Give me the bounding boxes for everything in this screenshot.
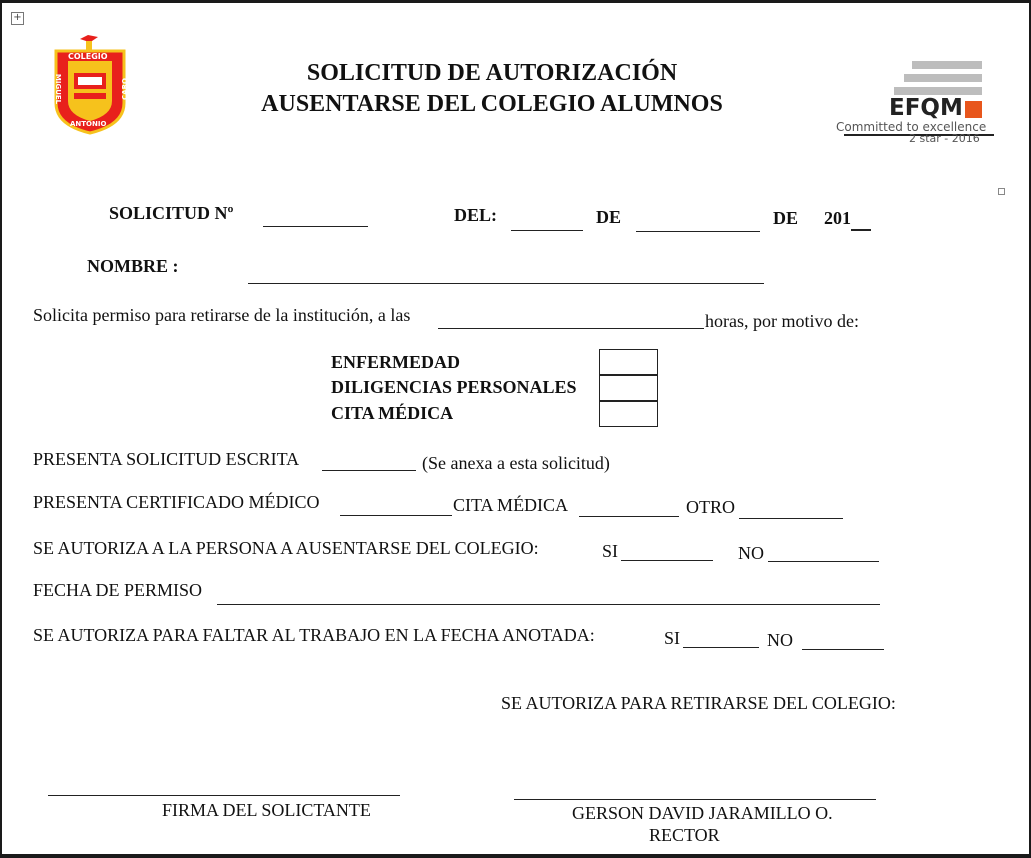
title-line-1: SOLICITUD DE AUTORIZACIÓN bbox=[306, 60, 678, 86]
checkbox-cita-medica[interactable] bbox=[599, 401, 658, 427]
nombre-field[interactable] bbox=[248, 283, 764, 284]
checkbox-diligencias[interactable] bbox=[599, 375, 658, 401]
autoriza-trabajo-label: SE AUTORIZA PARA FALTAR AL TRABAJO EN LA FECHA ANOTADA: bbox=[33, 625, 595, 645]
document-page bbox=[2, 3, 1029, 854]
de-label-2: DE bbox=[773, 208, 799, 228]
crest-right-word: CARO bbox=[120, 78, 129, 100]
crest-left-word: MIGUEL bbox=[54, 73, 63, 105]
si-field-1[interactable] bbox=[621, 560, 713, 561]
si-label-1: SI bbox=[602, 541, 619, 561]
efqm-accent-square bbox=[965, 101, 982, 118]
efqm-bars-icon-3 bbox=[894, 87, 982, 95]
certificado-field[interactable] bbox=[340, 515, 452, 516]
no-label-2: NO bbox=[767, 630, 793, 650]
de-label-1: DE bbox=[596, 207, 622, 227]
fecha-permiso-label: FECHA DE PERMISO bbox=[33, 580, 203, 600]
efqm-tagline: Committed to excellence bbox=[836, 120, 987, 134]
otro-field[interactable] bbox=[739, 518, 843, 519]
efqm-stars: 2 star - 2016 bbox=[909, 132, 980, 145]
option-enfermedad: ENFERMEDAD bbox=[331, 352, 460, 372]
efqm-bars-icon-2 bbox=[904, 74, 982, 82]
cita-medica-label: CITA MÉDICA bbox=[453, 495, 569, 515]
si-field-2[interactable] bbox=[683, 647, 759, 648]
option-cita-medica: CITA MÉDICA bbox=[331, 403, 454, 423]
year-label: 201 bbox=[824, 208, 851, 228]
otro-label: OTRO bbox=[686, 497, 735, 517]
no-label-1: NO bbox=[738, 543, 764, 563]
presenta-certificado-label: PRESENTA CERTIFICADO MÉDICO bbox=[33, 492, 320, 512]
de-month-field[interactable] bbox=[636, 231, 760, 232]
crest-bottom-word: ANTONIO bbox=[70, 120, 107, 128]
no-field-2[interactable] bbox=[802, 649, 884, 650]
horas-text: horas, por motivo de: bbox=[705, 311, 859, 331]
solicita-text: Solicita permiso para retirarse de la institución, a las bbox=[33, 305, 411, 325]
firma-solicitante-label: FIRMA DEL SOLICTANTE bbox=[162, 800, 371, 820]
autoriza-retirarse-label: SE AUTORIZA PARA RETIRARSE DEL COLEGIO: bbox=[501, 693, 896, 713]
year-field[interactable] bbox=[851, 229, 871, 231]
fecha-permiso-field[interactable] bbox=[217, 604, 880, 605]
anexa-text: (Se anexa a esta solicitud) bbox=[422, 453, 610, 473]
frame-marker-icon bbox=[998, 188, 1005, 195]
del-day-field[interactable] bbox=[511, 230, 583, 231]
presenta-escrita-label: PRESENTA SOLICITUD ESCRITA bbox=[33, 449, 300, 469]
del-label: DEL: bbox=[454, 205, 498, 225]
presenta-escrita-field[interactable] bbox=[322, 470, 416, 471]
cita-medica-field[interactable] bbox=[579, 516, 679, 517]
autoriza-persona-label: SE AUTORIZA A LA PERSONA A AUSENTARSE DEL COLEGIO: bbox=[33, 538, 539, 558]
page-title bbox=[182, 58, 802, 120]
solicitud-number-label: SOLICITUD Nº bbox=[109, 203, 234, 223]
si-label-2: SI bbox=[664, 628, 681, 648]
checkbox-enfermedad[interactable] bbox=[599, 349, 658, 375]
efqm-bars-icon bbox=[912, 61, 982, 69]
efqm-wordmark: EFQM bbox=[889, 95, 963, 121]
rector-name: GERSON DAVID JARAMILLO O. bbox=[572, 803, 833, 823]
rector-role: RECTOR bbox=[649, 825, 720, 845]
nombre-label: NOMBRE : bbox=[87, 256, 179, 276]
title-line-2: AUSENTARSE DEL COLEGIO ALUMNOS bbox=[261, 91, 723, 117]
move-handle-icon[interactable]: + bbox=[11, 12, 24, 25]
solicitud-number-field[interactable] bbox=[263, 226, 368, 227]
signature-line-solicitante[interactable] bbox=[48, 795, 400, 796]
signature-line-rector[interactable] bbox=[514, 799, 876, 800]
crest-top-word: COLEGIO bbox=[68, 52, 108, 61]
option-diligencias: DILIGENCIAS PERSONALES bbox=[331, 377, 577, 397]
hora-field[interactable] bbox=[438, 328, 704, 329]
no-field-1[interactable] bbox=[768, 561, 879, 562]
